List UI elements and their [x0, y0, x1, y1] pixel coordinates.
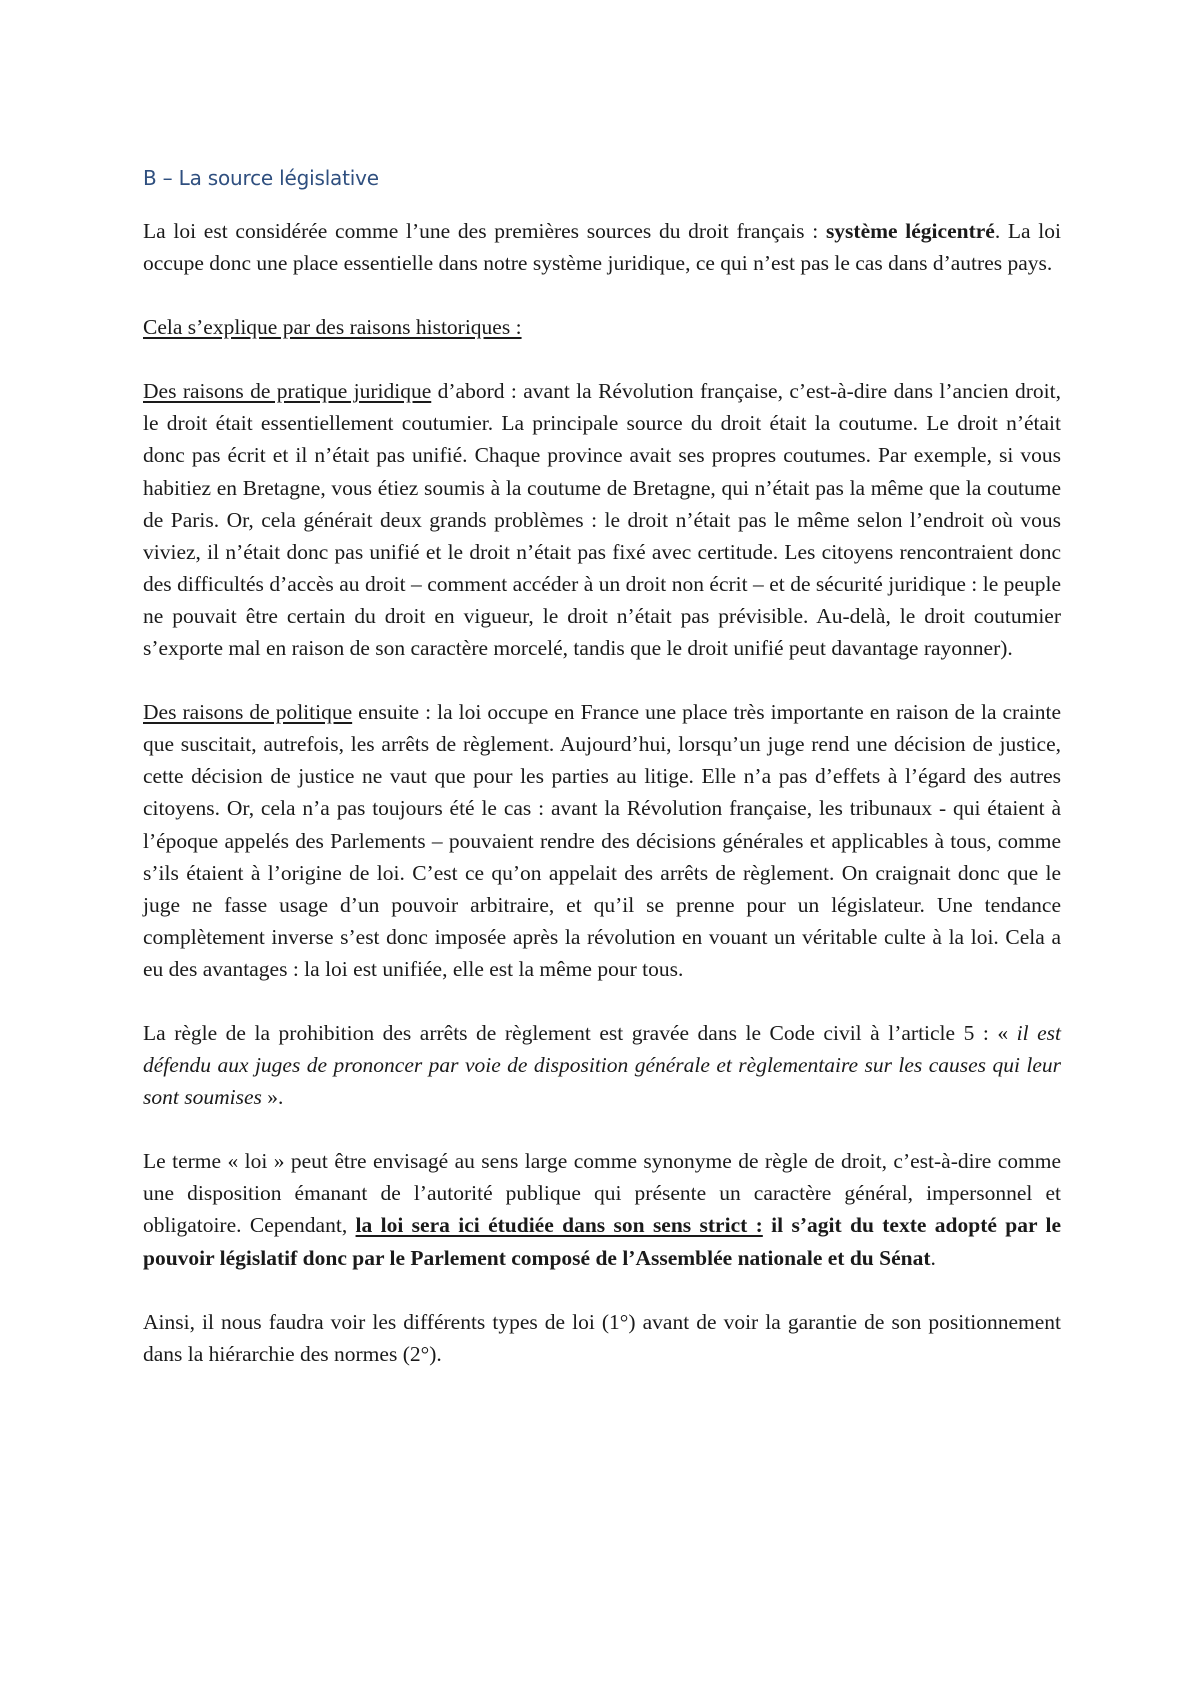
reason-practical-text: d’abord : avant la Révolution française, c’est-à-dire dans l’ancien droit, le droit était essentiellement coutumier. La principale source du droit était la coutume. Le droit n’était donc pas écrit et il n’était pas unifié. Chaque province avait ses propres coutumes. Par exemple, si vous habitiez en Bretagne, vous étiez soumis à la coutume de Bretagne, qui n’était pas la même que la coutume de Paris. Or, cela générait deux grands problèmes : le droit n’était pas le même selon l’endroit où vous viviez, il n’était donc pas unifié et le droit n’était pas fixé avec certitude. Les citoyens rencontraient donc des difficultés d’accès au droit – comment accéder à un droit non écrit – et de sécurité juridique : le peuple ne pouvait être certain du droit en vigueur, le droit n’était pas prévisible. Au-delà, le droit coutumier s’exporte mal en raison de son caractère morcelé, tandis que le droit unifié peut davantage rayonner). [143, 379, 1062, 661]
section-heading: B – La source législative [143, 166, 379, 190]
historical-reasons-subheading: Cela s’explique par des raisons historiques : [143, 315, 522, 340]
intro-text: La loi est considérée comme l’une des premières sources du droit français : [143, 219, 826, 243]
intro-text-end: . La loi occupe donc une place essentielle dans notre système juridique, ce qui n’est pas le cas dans d’autres pays. [143, 219, 1062, 276]
conclusion-paragraph: Ainsi, il nous faudra voir les différents types de loi (1°) avant de voir la garantie de son positionnement dans la hiérarchie des normes (2°). [143, 1309, 1061, 1366]
definition-text: Le terme « loi » peut être envisagé au sens large comme synonyme de règle de droit, c’est-à-dire comme une disposition émanant de l’autorité publique qui présente un caractère général, impersonnel et obligatoire. Cependant, [143, 1149, 1061, 1238]
reason-practical-label: Des raisons de pratique juridique [143, 379, 432, 404]
definition-end: . [930, 1245, 936, 1270]
intro-bold-term: système légicentré [825, 219, 995, 243]
subheading-paragraph [143, 311, 1061, 343]
article5-intro: La règle de la prohibition des arrêts de règlement est gravée dans le Code civil à l’article 5 : [143, 1020, 998, 1045]
definition-bold-text: il s’agit du texte adopté par le pouvoir législatif donc par le Parlement composé de l’Assemblée nationale et du Sénat [143, 1213, 1061, 1270]
quote-open: « [997, 1020, 1017, 1045]
definition-paragraph [143, 1145, 1061, 1273]
reason-practical-paragraph [143, 375, 1061, 664]
quote-close: ». [261, 1085, 284, 1110]
article5-paragraph [143, 1017, 1061, 1113]
document-body [143, 162, 1061, 1402]
reason-political-label: Des raisons de politique [143, 700, 353, 725]
article5-quote: il est défendu aux juges de prononcer par voie de disposition générale et règlementaire sur les causes qui leur sont soumises [143, 1020, 1061, 1110]
reason-political-text: ensuite : la loi occupe en France une place très importante en raison de la crainte que suscitait, autrefois, les arrêts de règlement. Aujourd’hui, lorsqu’un juge rend une décision de justice, cette décision de justice ne vaut que pour les parties au litige. Elle n’a pas d’effets à l’égard des autres citoyens. Or, cela n’a pas toujours été le cas : avant la Révolution française, les tribunaux - qui étaient à l’époque appelés des Parlements – pouvaient rendre des décisions générales et applicables à tous, comme s’ils étaient à l’origine de loi. C’est ce qu’on appelait des arrêts de règlement. On craignait donc que le juge ne fasse usage d’un pouvoir arbitraire, et qu’il se prenne pour un législateur. Une tendance complètement inverse s’est donc imposée après la révolution en vouant un véritable culte à la loi. Cela a eu des avantages : la loi est unifiée, elle est la même pour tous. [143, 700, 1061, 981]
reason-political-paragraph [143, 696, 1061, 985]
definition-strict-sense: la loi sera ici étudiée dans son sens strict : [355, 1213, 763, 1238]
intro-paragraph [143, 215, 1061, 279]
